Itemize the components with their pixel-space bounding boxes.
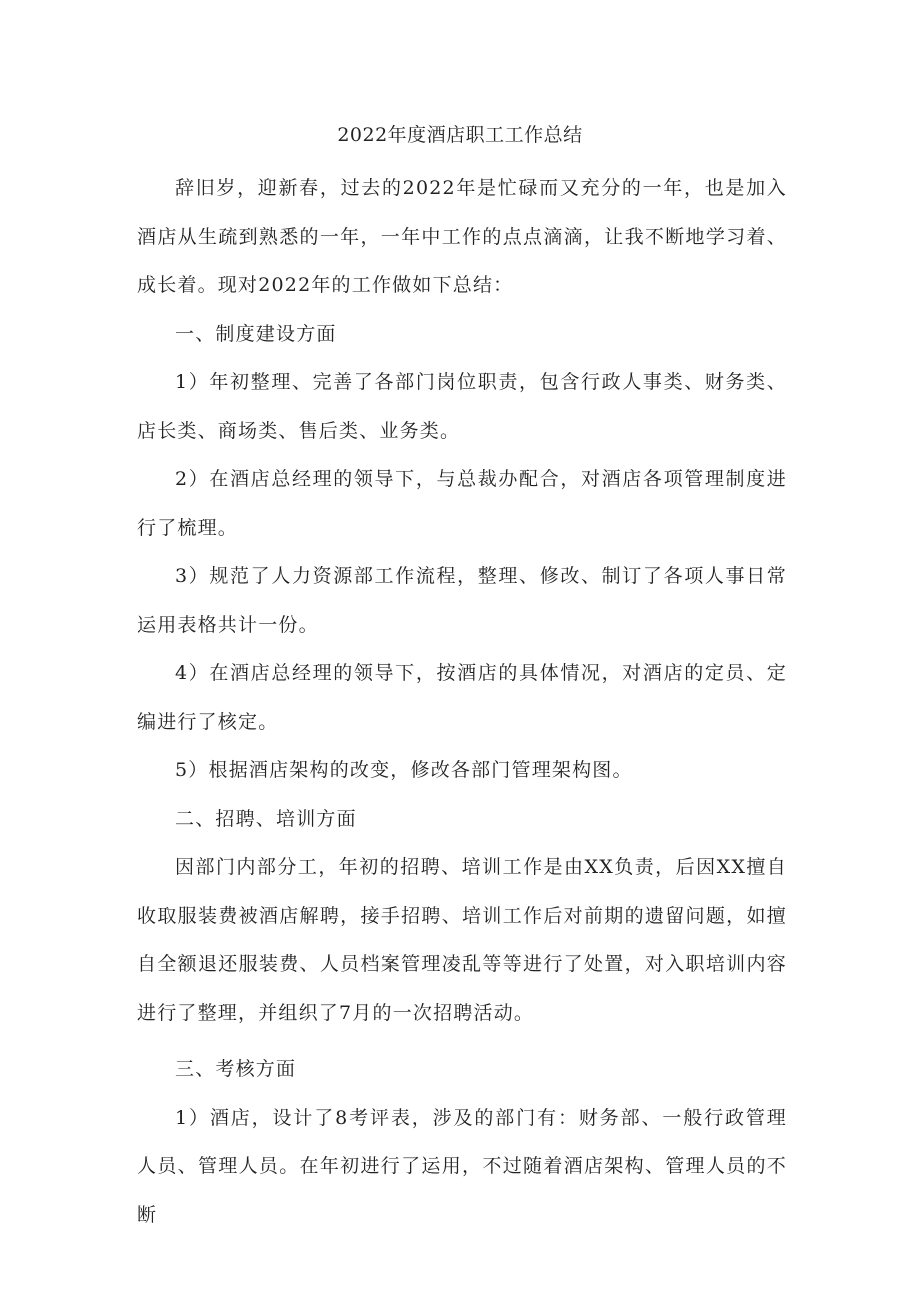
paragraph-recruitment: 因部门内部分工，年初的招聘、培训工作是由XX负责，后因XX擅自收取服装费被酒店解聘，接手招聘、培训工作后对前期的遗留问题，如擅自全额退还服装费、人员档案管理凌乱等等进行了处置，对入职培训内容进行了整理，并组织了7月的一次招聘活动。 <box>137 856 787 1024</box>
section-heading-assessment: 三、考核方面 <box>175 1058 297 1080</box>
paragraph-intro: 辞旧岁，迎新春，过去的2022年是忙碌而又充分的一年，也是加入酒店从生疏到熟悉的一年，一年中工作的点点滴滴，让我不断地学习着、成长着。现对2022年的工作做如下总结： <box>137 177 787 296</box>
list-item-4: 4）在酒店总经理的领导下，按酒店的具体情况，对酒店的定员、定编进行了核定。 <box>137 662 787 733</box>
section-heading-recruitment: 二、招聘、培训方面 <box>175 807 357 830</box>
list-item-2: 2）在酒店总经理的领导下，与总裁办配合，对酒店各项管理制度进行了梳理。 <box>137 468 787 539</box>
list-item-5: 5）根据酒店架构的改变，修改各部门管理架构图。 <box>175 759 633 781</box>
list-item-3: 3）规范了人力资源部工作流程，整理、修改、制订了各项人事日常运用表格共计一份。 <box>137 565 787 636</box>
document-body <box>137 164 787 1239</box>
document-title: 2022年度酒店职工工作总结 <box>337 124 583 146</box>
paragraph-assessment: 1）酒店，设计了8考评表，涉及的部门有：财务部、一般行政管理人员、管理人员。在年初进行了运用，不过随着酒店架构、管理人员的不断 <box>137 1106 787 1226</box>
list-item-1: 1）年初整理、完善了各部门岗位职责，包含行政人事类、财务类、店长类、商场类、售后类、业务类。 <box>137 371 787 442</box>
section-heading-system: 一、制度建设方面 <box>175 322 337 345</box>
